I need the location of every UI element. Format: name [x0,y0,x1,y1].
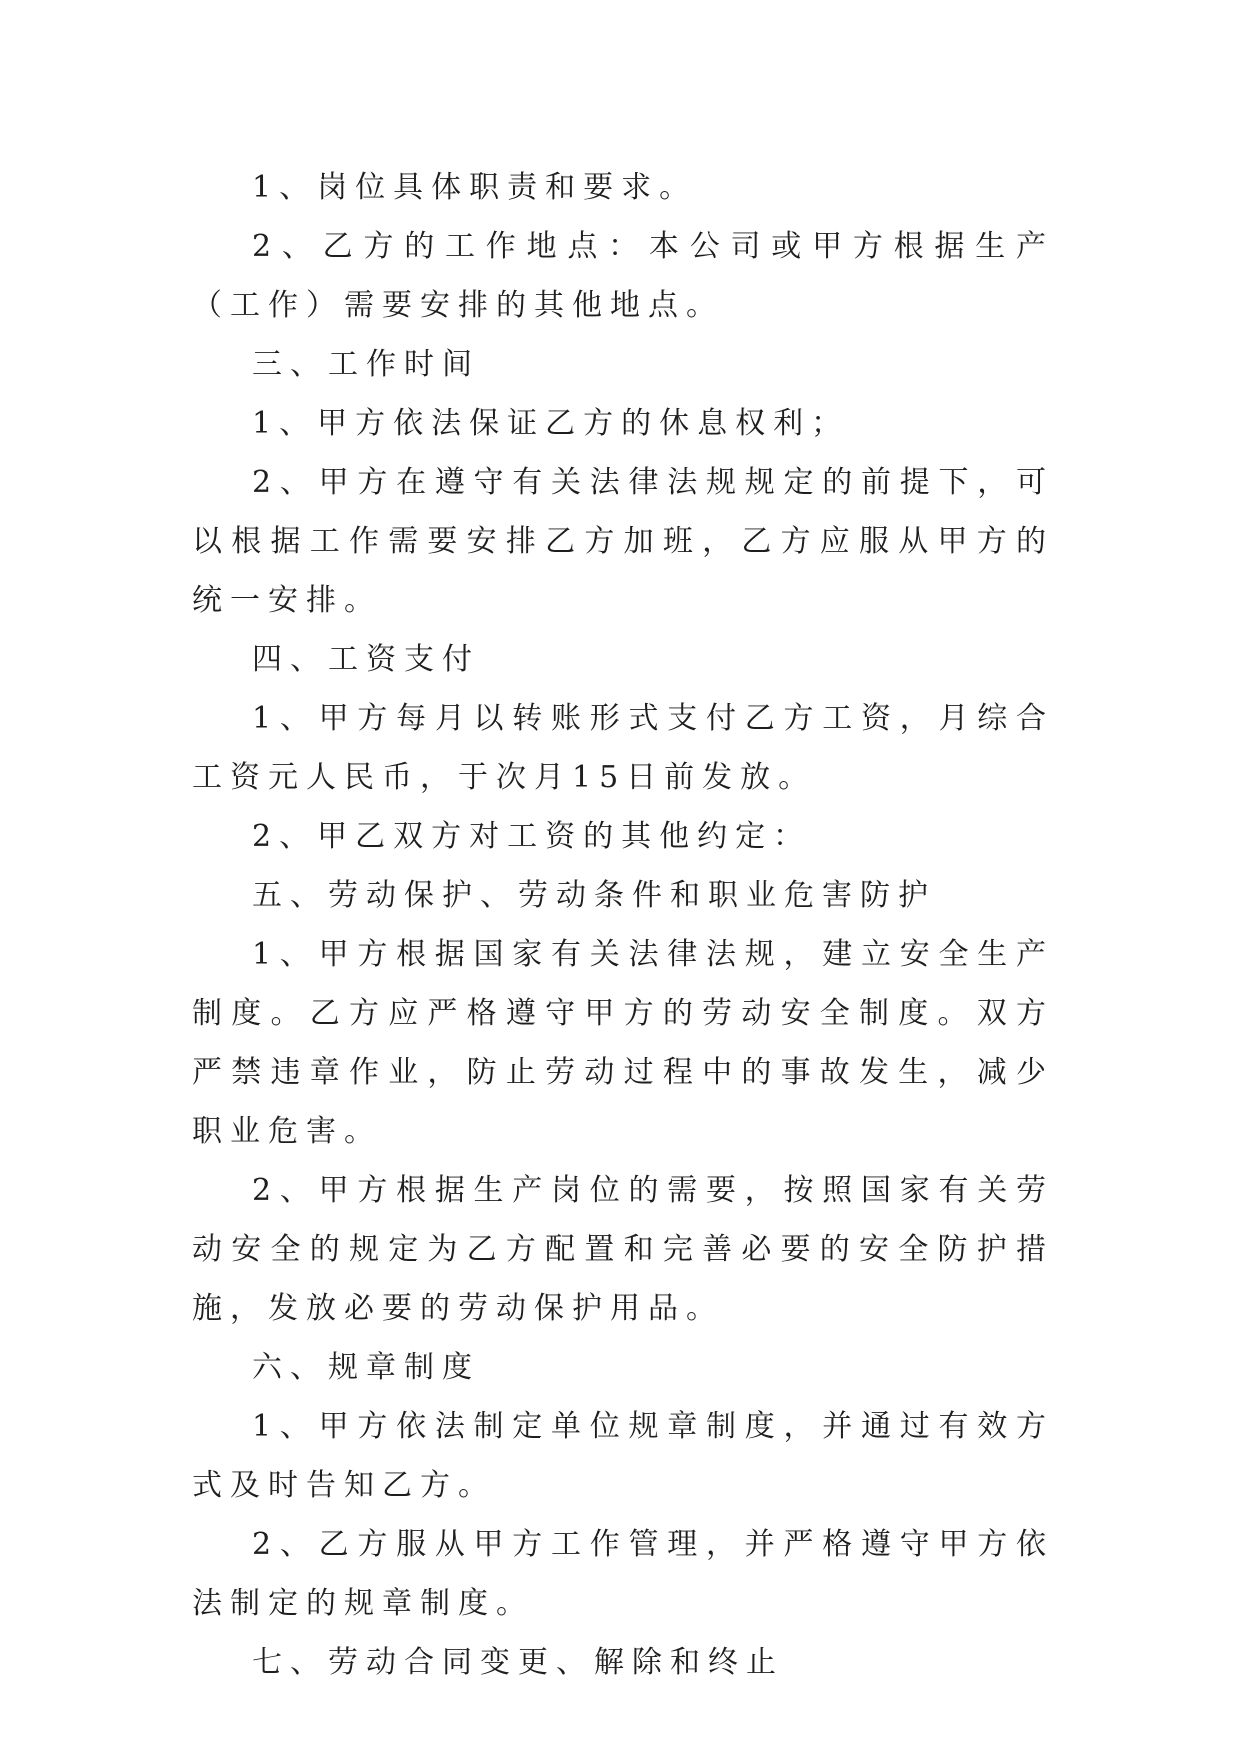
section-heading-contract-change: 七、劳动合同变更、解除和终止 [252,1645,784,1680]
section-heading-wage-payment: 四、工资支付 [252,642,480,677]
paragraph-protective-equipment: 2、甲方根据生产岗位的需要，按照国家有关劳动安全的规定为乙方配置和完善必要的安全防护措施，发放必要的劳动保护用品。 [192,1173,1054,1326]
paragraph-monthly-wage: 1、甲方每月以转账形式支付乙方工资，月综合工资元人民币，于次月15日前发放。 [192,701,1054,795]
section-heading-work-time: 三、工作时间 [252,347,480,382]
paragraph-duty-requirements: 1、岗位具体职责和要求。 [252,170,698,205]
paragraph-wage-other-terms: 2、甲乙双方对工资的其他约定： [252,819,812,854]
paragraph-rules-notice: 1、甲方依法制定单位规章制度，并通过有效方式及时告知乙方。 [192,1409,1054,1503]
document-body [192,158,1054,1692]
paragraph-overtime: 2、甲方在遵守有关法律法规规定的前提下，可以根据工作需要安排乙方加班，乙方应服从甲方的统一安排。 [192,465,1054,618]
paragraph-safety-system: 1、甲方根据国家有关法律法规，建立安全生产制度。乙方应严格遵守甲方的劳动安全制度。双方严禁违章作业，防止劳动过程中的事故发生，减少职业危害。 [192,937,1054,1149]
paragraph-work-location: 2、乙方的工作地点：本公司或甲方根据生产（工作）需要安排的其他地点。 [192,229,1054,323]
paragraph-rest-rights: 1、甲方依法保证乙方的休息权利； [252,406,850,441]
section-heading-labor-protection: 五、劳动保护、劳动条件和职业危害防护 [252,878,936,913]
paragraph-rules-compliance: 2、乙方服从甲方工作管理，并严格遵守甲方依法制定的规章制度。 [192,1527,1054,1621]
section-heading-rules: 六、规章制度 [252,1350,480,1385]
